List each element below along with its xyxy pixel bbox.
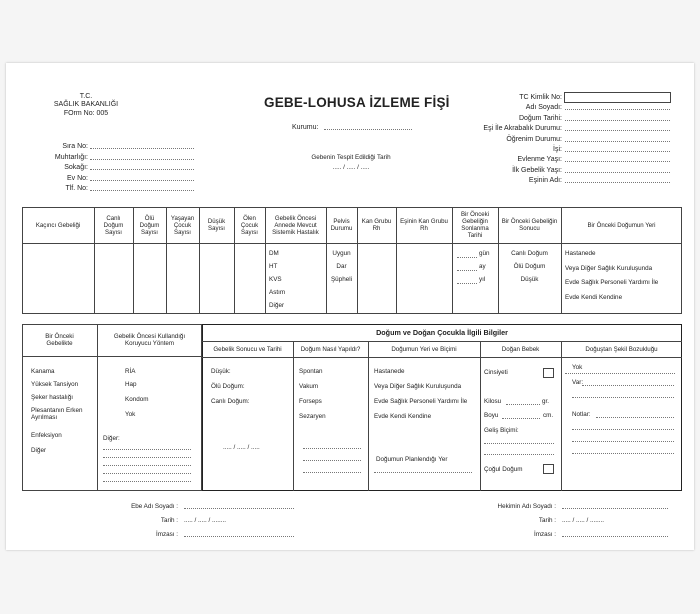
presentation-label: Geliş Biçimi: [484,427,519,434]
sonlanma-input[interactable] [457,252,477,258]
table1-header: Bir Önceki Doğumun Yeri [587,221,656,229]
multiple-birth-checkbox[interactable] [543,464,554,474]
right-field-label: İlk Gebelik Yaşı: [512,166,562,174]
pelvis-option[interactable]: Şüpheli [330,276,352,283]
birth-subheader: Doğan Bebek [501,346,540,353]
multiple-birth-label: Çoğul Doğum [484,466,523,473]
hastalik-option[interactable]: DM [269,250,279,257]
deformity-input[interactable] [572,392,674,398]
right-field-label: Adı Soyadı: [525,104,562,112]
method-option[interactable]: Yok [125,411,136,418]
method-option[interactable]: Diğer: [103,435,120,442]
form-number: FOrm No: 005 [63,110,109,117]
previous-problem-option[interactable]: Diğer [31,447,47,454]
yer-option[interactable]: Veya Diğer Sağlık Kuruluşunda [565,264,653,272]
hastalik-option[interactable]: Astım [269,289,286,296]
left-field-input[interactable] [90,175,194,181]
delivery-note-input[interactable] [303,467,361,473]
birth-col-line [561,341,562,491]
kurumu-label: Kurumu: [292,124,319,131]
notes-input[interactable] [572,436,674,442]
birth-result-date[interactable]: ..... / ..... / ..... [223,444,260,451]
deformity-yes[interactable]: Var: [572,379,584,386]
pelvis-option[interactable]: Uygun [332,250,351,257]
right-field-input[interactable] [565,136,670,142]
doctor-date[interactable]: ..... / ..... / ........ [562,517,604,524]
presentation-input[interactable] [484,449,554,455]
right-field-input[interactable] [565,167,670,173]
gender-checkbox[interactable] [543,368,554,378]
tespit-date[interactable]: ..... / ..... / ..... [332,164,370,171]
birth-subheader: Doğumun Yeri ve Biçimi [391,346,457,353]
weight-unit: gr. [542,398,550,405]
sonlanma-unit: gün [479,250,490,257]
notes-input[interactable] [572,448,674,454]
birth-place-option[interactable]: Evde Kendi Kendine [374,413,432,420]
hastalik-option[interactable]: HT [269,263,278,270]
height-unit: cm. [543,412,554,419]
delivery-method-option[interactable]: Spontan [299,368,323,375]
notes-label: Notlar: [572,411,591,418]
yer-option[interactable]: Evde Sağlık Personeli Yardımı İle [565,279,659,286]
doctor-field-input[interactable] [562,531,668,537]
left-field-input[interactable] [90,143,194,149]
table1-header: Kan Grubu Rh [361,218,392,232]
doctor-field-label: İmzası : [533,531,556,538]
table1-header: Eşinin Kan Grubu Rh [400,218,448,232]
weight-input[interactable] [506,399,540,405]
table2-header-left: Bir Önceki Gebelikte [45,332,74,347]
method-option[interactable]: RİA [125,368,136,375]
doctor-field-label: Hekimin Adı Soyadı : [497,503,556,510]
org-line1: T.C. [79,93,93,100]
table1-header: Canlı Doğum Sayısı [103,214,124,236]
midwife-field-label: İmzası : [155,531,178,538]
delivery-method-option[interactable]: Sezaryen [299,413,326,420]
midwife-field-input[interactable] [184,531,294,537]
delivery-method-option[interactable]: Vakum [299,383,319,390]
birth-place-option[interactable]: Veya Diğer Sağlık Kuruluşunda [374,383,462,390]
method-option[interactable]: Kondom [125,396,149,403]
table1-header: Pelvis Durumu [330,218,353,232]
table1-header-line [22,243,682,244]
sonuc-option[interactable]: Ölü Doğum [513,263,546,270]
previous-problem-option[interactable]: Plesantanın Erken Ayrılması [31,407,83,422]
left-field-input[interactable] [90,185,194,191]
planned-birth-place: Doğumun Planlendığı Yer [376,456,448,463]
birth-section-title: Doğum ve Doğan Çocukla İlgili Bilgiler [376,328,508,337]
table2-header-method: Gebelik Öncesi Kullandığı Koruyucu Yöntem [113,332,186,347]
right-field-input[interactable] [565,115,670,121]
sonlanma-unit: yıl [479,276,486,283]
sonuc-option[interactable]: Canlı Doğum [511,250,548,257]
previous-problem-option[interactable]: Yüksek Tansiyon [31,381,79,388]
height-label: Boyu [484,412,499,419]
deformity-line [565,368,675,374]
birth-result-option[interactable]: Ölü Doğum: [211,383,245,390]
midwife-date[interactable]: ..... / ..... / ........ [184,517,226,524]
previous-problem-option[interactable]: Kanama [31,368,55,375]
right-field-input[interactable] [565,125,670,131]
birth-result-option[interactable]: Düşük: [211,368,231,375]
doctor-field-label: Tarih : [538,517,556,524]
delivery-note-input[interactable] [303,443,361,449]
left-field-input[interactable] [90,154,194,160]
sonlanma-unit: ay [479,263,486,270]
right-field-label: İşi: [553,146,562,153]
left-field-label: Sıra No: [62,143,88,150]
right-field-input[interactable] [565,146,670,152]
birth-result-option[interactable]: Canlı Doğum: [211,398,250,405]
hastalik-option[interactable]: Diğer [269,302,285,309]
right-field-input[interactable] [565,177,670,183]
sonlanma-input[interactable] [457,265,477,271]
yer-option[interactable]: Hastanede [565,250,596,257]
right-field-label: Evlenme Yaşı: [517,156,562,164]
birth-header-line [202,357,682,358]
method-other-input[interactable] [103,460,191,466]
right-field-label: Eşinin Adı: [528,177,562,185]
yer-option[interactable]: Evde Kendi Kendine [565,293,623,301]
right-field-input[interactable] [565,104,670,110]
kurumu-field[interactable] [324,124,412,130]
weight-label: Kilosu [484,398,502,405]
left-field-input[interactable] [90,164,194,170]
midwife-field-label: Ebe Adı Soyadı : [131,503,178,510]
birth-col-line [293,341,294,491]
right-field-label: Öğrenim Durumu: [506,135,562,143]
method-other-input[interactable] [103,444,191,450]
birth-subheader: Gebelik Sonucu ve Tarihi [213,346,282,353]
sonuc-option[interactable]: Düşük [520,276,539,283]
table1-header: Kaçıncı Gebeliği [35,221,81,229]
table1-header: Bir Önceki Gebeliğin Sonucu [501,218,558,232]
pelvis-option[interactable]: Dar [336,263,347,270]
left-field-label: Ev No: [66,174,88,182]
table1-header: Düşük Sayısı [207,218,226,232]
delivery-method-option[interactable]: Forseps [299,398,322,405]
form-sheet [6,63,694,550]
method-other-input[interactable] [103,452,191,458]
left-field-label: Muhtarlığı: [54,153,88,161]
method-option[interactable]: Hap [125,381,137,388]
left-field-label: Tlf. No: [65,185,88,192]
height-input[interactable] [502,413,540,419]
right-field-label: TC Kimlik No: [519,94,562,101]
birth-place-option[interactable]: Evde Sağlık Personeli Yardımı İle [374,398,468,405]
tespit-label: Gebenin Tespit Edildiği Tarih [311,154,391,161]
page-title: GEBE-LOHUSA İZLEME FİŞİ [264,95,450,110]
delivery-note-input[interactable] [303,455,361,461]
method-other-input[interactable] [103,468,191,474]
table2-left-headline [22,356,202,357]
right-field-input[interactable] [565,156,670,162]
planned-place-input[interactable] [374,467,472,473]
table1-header: Yaşayan Çocuk Sayısı [170,214,195,236]
right-field-label: Doğum Tarihi: [518,114,562,122]
birth-col-line [480,341,481,491]
doctor-field-input[interactable] [562,503,668,509]
tc-kimlik-input[interactable] [564,92,671,103]
birth-col-line [368,341,369,491]
birth-place-option[interactable]: Hastanede [374,368,405,375]
previous-problem-option[interactable]: Şeker hastalığı [31,394,74,401]
table1-header: Bir Önceki Gebeliğin Sonlanma Tarihi [460,211,490,239]
table1-header: Gebelik Öncesi Annede Mevcut Sistemik Hastalık [272,214,319,236]
gender-label: Cinsiyeti [484,369,508,376]
birth-subheader: Doğuştan Şekil Bozukluğu [585,346,658,353]
org-line2: SAĞLIK BAKANLIĞI [53,101,119,108]
right-field-label: Eşi İle Akrabalık Durumu: [483,125,562,133]
presentation-input[interactable] [484,438,554,444]
deformity-none[interactable]: Yok [572,364,583,371]
sonlanma-input[interactable] [457,278,477,284]
left-field-label: Sokağı: [64,164,88,171]
deformity-input[interactable] [582,380,674,386]
midwife-field-input[interactable] [184,503,294,509]
table1-header: Ölü Doğum Sayısı [139,214,160,236]
hastalik-option[interactable]: KVS [269,276,282,283]
previous-problem-option[interactable]: Enfeksiyon [31,432,62,439]
notes-input[interactable] [596,412,674,418]
table1-header: Ölen Çocuk Sayısı [240,214,259,236]
midwife-field-label: Tarih : [160,517,178,524]
birth-subheader: Doğum Nasıl Yapıldı? [300,346,361,353]
notes-input[interactable] [572,424,674,430]
method-other-input[interactable] [103,476,191,482]
